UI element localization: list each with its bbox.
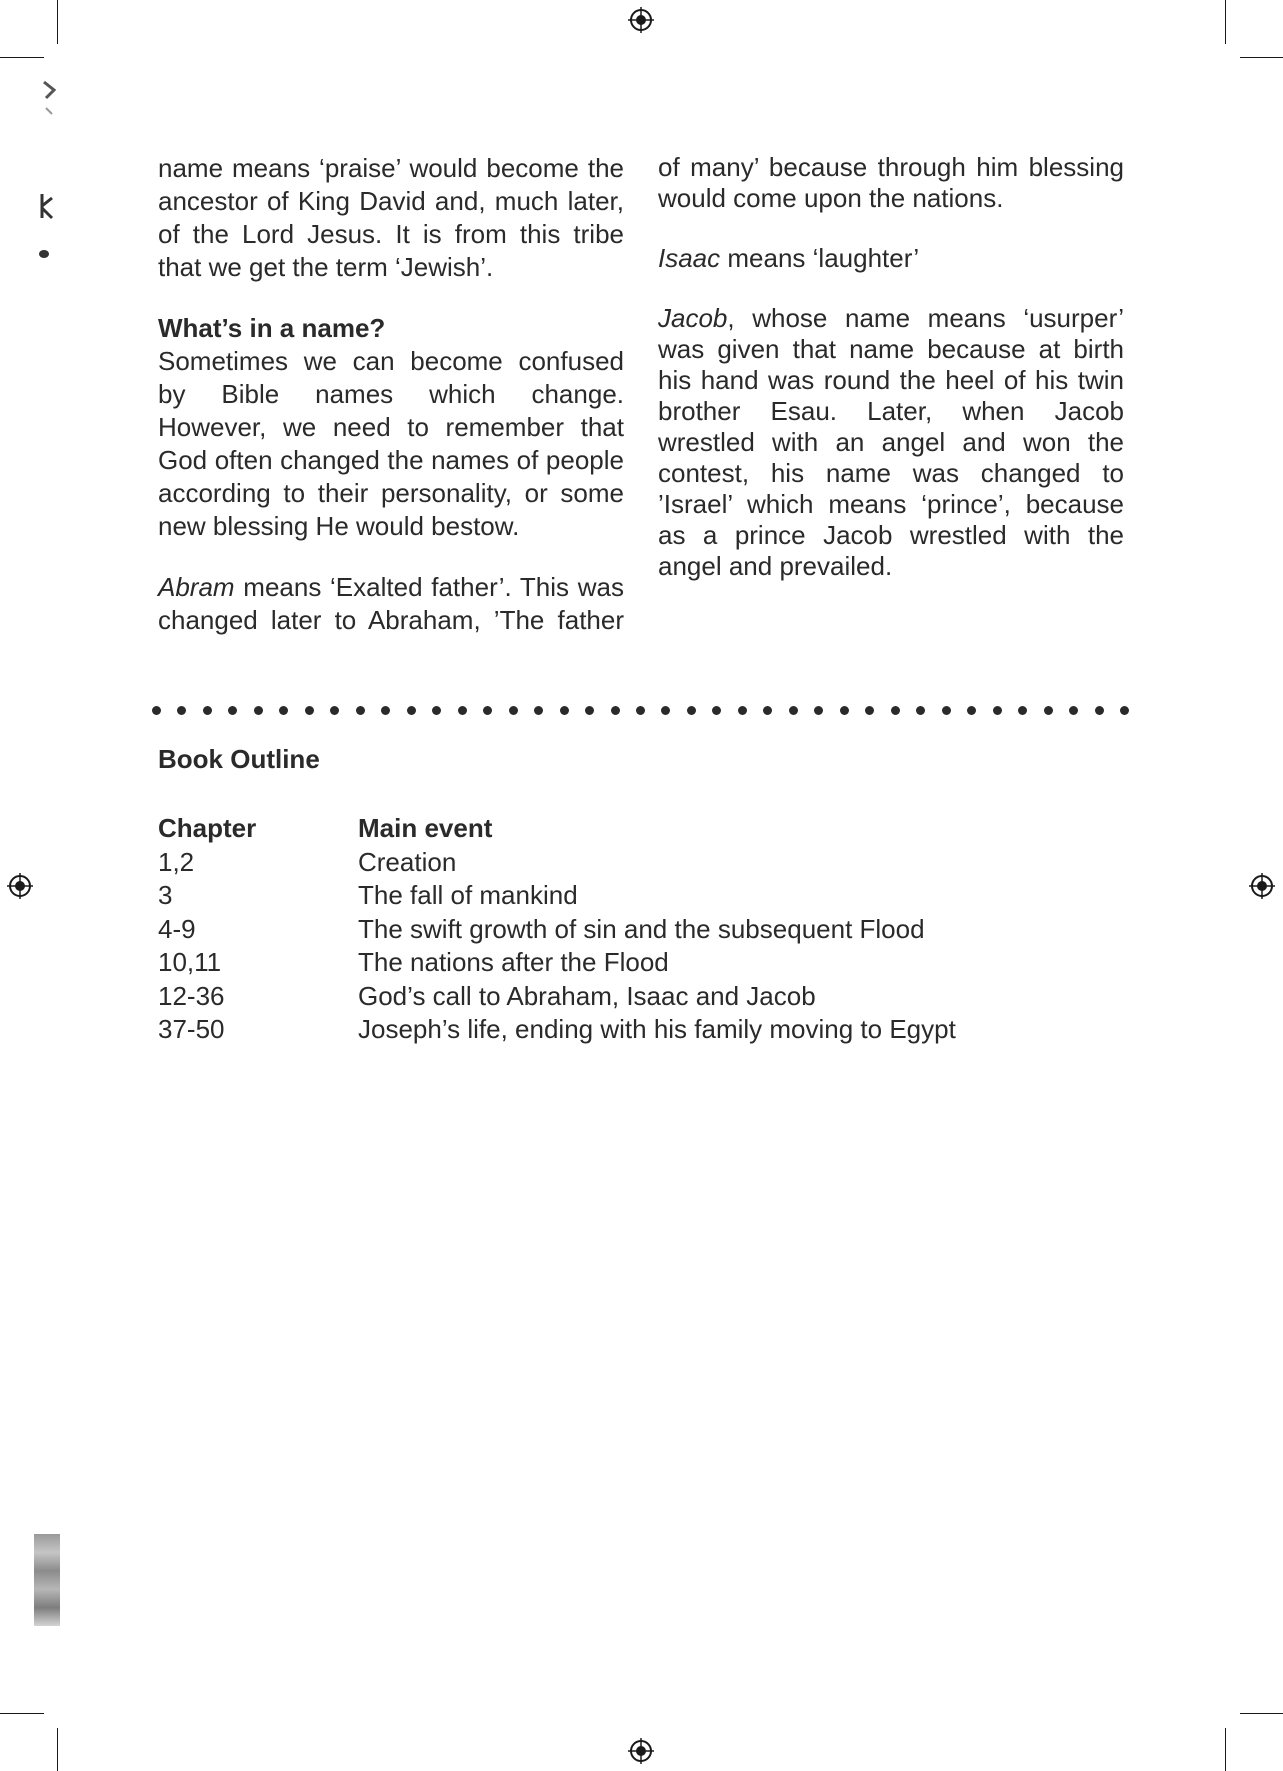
divider-dot — [152, 706, 161, 715]
divider-dot — [865, 706, 874, 715]
event-cell: God’s call to Abraham, Isaac and Jacob — [358, 980, 816, 1011]
chapter-cell: 1,2 — [158, 846, 195, 877]
paragraph — [658, 303, 1124, 582]
outline-row — [158, 913, 956, 947]
name-abram: Abram — [158, 572, 235, 602]
divider-dot — [993, 706, 1002, 715]
divider-dot — [840, 706, 849, 715]
divider-dot — [789, 706, 798, 715]
paragraph — [658, 242, 1124, 275]
paragraph — [158, 571, 624, 637]
divider-dot — [279, 706, 288, 715]
chapter-cell: 12-36 — [158, 980, 225, 1011]
divider-dot — [509, 706, 518, 715]
divider-dot — [891, 706, 900, 715]
chapter-header: Chapter — [158, 813, 257, 843]
divider-dot — [712, 706, 721, 715]
right-column — [658, 152, 1124, 610]
crop-mark — [1225, 0, 1226, 44]
paragraph-text: means ‘Exalted father’. This was changed later to Abraham, ’The father — [158, 572, 624, 635]
outline-table — [158, 812, 956, 1047]
name-isaac: Isaac — [658, 243, 721, 273]
divider-dot — [661, 706, 670, 715]
divider-dot — [483, 706, 492, 715]
divider-dot — [407, 706, 416, 715]
divider-dot — [381, 706, 390, 715]
registration-mark-icon — [1249, 873, 1275, 899]
paragraph-text: means ‘laughter’ — [720, 243, 920, 273]
divider-dot — [636, 706, 645, 715]
divider-dot — [916, 706, 925, 715]
event-header: Main event — [358, 813, 493, 843]
divider-dot — [1095, 706, 1104, 715]
bleed-image-fragment — [34, 1534, 60, 1626]
registration-mark-icon — [628, 7, 654, 33]
crop-mark — [1225, 1728, 1226, 1771]
divider-dot — [254, 706, 263, 715]
divider-dot — [356, 706, 365, 715]
divider-dot — [177, 706, 186, 715]
divider-dot — [330, 706, 339, 715]
divider-dot — [203, 706, 212, 715]
section-heading: What’s in a name? — [158, 313, 386, 343]
bleed-fragment — [34, 190, 58, 266]
divider-dot — [814, 706, 823, 715]
divider-dot — [687, 706, 696, 715]
event-cell: The swift growth of sin and the subsequent Flood — [358, 913, 925, 944]
event-cell: The fall of mankind — [358, 880, 578, 910]
divider-dot — [585, 706, 594, 715]
paragraph: Sometimes we can become confused by Bible names which change. However, we need to remember that God often changed the names of people according to their personality, or some new blessing He would bestow. — [158, 346, 624, 541]
outline-row — [158, 846, 956, 880]
divider-dot — [560, 706, 569, 715]
divider-dot — [1069, 706, 1078, 715]
crop-mark — [57, 0, 58, 44]
crop-mark — [57, 1728, 58, 1771]
chapter-cell: 37-50 — [158, 1014, 225, 1044]
crop-mark — [1240, 57, 1283, 58]
chapter-cell: 10,11 — [158, 947, 222, 977]
divider-dot — [967, 706, 976, 715]
outline-title: Book Outline — [158, 744, 320, 774]
divider-dot — [228, 706, 237, 715]
outline-row — [158, 1013, 956, 1047]
divider-dot — [458, 706, 467, 715]
divider-dot — [763, 706, 772, 715]
crop-mark — [1240, 1713, 1283, 1714]
crop-mark — [0, 1713, 44, 1714]
divider-dot — [534, 706, 543, 715]
outline-header-row — [158, 812, 956, 846]
divider-dot — [432, 706, 441, 715]
chapter-cell: 4-9 — [158, 913, 196, 944]
paragraph-text: , whose name means ‘usurper’ was given that name because at birth his hand was round the heel of his twin brother Esau. Later, when Jacob wrestled with an angel and won the contest, his name was changed to ’Israel’ which means ‘prince’, because as a prince Jacob wrestled with the angel and prevailed. — [658, 303, 1124, 581]
divider-dot — [305, 706, 314, 715]
outline-row — [158, 879, 956, 913]
event-cell: The nations after the Flood — [358, 947, 669, 977]
paragraph: name means ‘praise’ would become the ancestor of King David and, much later, of the Lord Jesus. It is from this tribe that we get the term ‘Jewish’. — [158, 153, 624, 282]
chapter-cell: 3 — [158, 880, 173, 910]
registration-mark-icon — [628, 1738, 654, 1764]
left-column — [158, 152, 624, 665]
divider-dot — [942, 706, 951, 715]
divider-dot — [738, 706, 747, 715]
divider-dot — [1120, 706, 1129, 715]
paragraph: of many’ because through him blessing would come upon the nations. — [658, 152, 1124, 213]
event-cell: Creation — [358, 846, 457, 877]
registration-mark-icon — [7, 873, 33, 899]
divider-dot — [1044, 706, 1053, 715]
dotted-divider — [152, 703, 1132, 719]
outline-row — [158, 946, 956, 980]
outline-row — [158, 980, 956, 1014]
crop-mark — [0, 57, 44, 58]
name-jacob: Jacob — [658, 303, 728, 333]
divider-dot — [611, 706, 620, 715]
divider-dot — [1018, 706, 1027, 715]
bleed-fragment — [40, 78, 62, 118]
event-cell: Joseph’s life, ending with his family moving to Egypt — [358, 1014, 956, 1044]
